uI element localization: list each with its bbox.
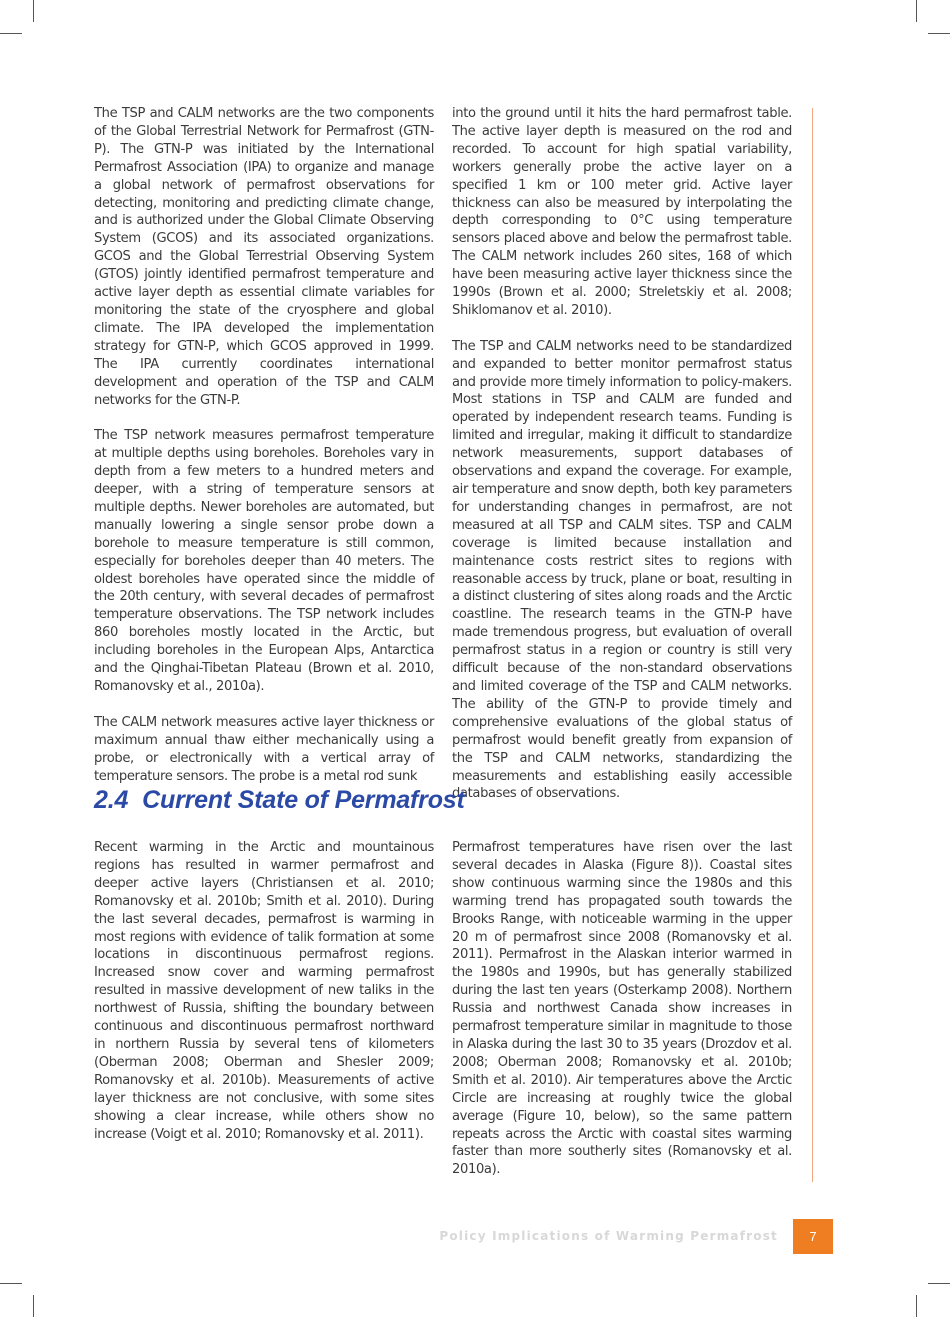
section-title: Current State of Permafrost [142,786,465,814]
crop-mark-bottom-right-h [928,1283,950,1284]
section-number: 2.4 [94,786,129,814]
footer-publication-title: Policy Implications of Warming Permafrost [439,1229,778,1243]
paragraph-alaska-temperatures: Permafrost temperatures have risen over the last several decades in Alaska (Figure 8)). Coastal sites show continuous warming since the 1980s and this warming trend has propagated south towards the Brooks Range, with noticeable warming in the upper 20 m of permafrost since 2008 (Romanovsky et al. 2011). Permafrost in the Alaskan interior warmed in the 1980s and 1990s, but has generally stabilized during the last ten years (Osterkamp 2008). Northern Russia and northwest Canada show increases in permafrost temperature similar in magnitude to those in Alaska during the last 30 to 35 years (Drozdov et al. 2008; Oberman 2008; Romanovsky et al. 2010b; Smith et al. 2010). Air temperatures above the Arctic Circle are increasing at roughly twice the global average (Figure 10, below), so the same pattern repeats across the Arctic with coastal sites warming faster than more southerly sites (Romanovsky et al. 2010a). [452,840,792,1178]
paragraph-gtn-p: The TSP and CALM networks are the two components of the Global Terrestrial Network for Permafrost (GTN-P). The GTN-P was initiated by the International Permafrost Association (IPA) to organize and manage a global network of permafrost observations for detecting, monitoring and predicting climate change, and is authorized under the Global Climate Observing System (GCOS) and its associated organizations. GCOS and the Global Terrestrial Observing System (GTOS) jointly identified permafrost temperature and active layer depth as essential climate variables for monitoring the state of the cryosphere and global climate. The IPA developed the implementation strategy for GTN-P, which GCOS approved in 1999. The IPA currently coordinates international development and operation of the TSP and CALM networks for the GTN-P. [94,106,434,408]
crop-mark-bottom-left [33,1295,34,1317]
paragraph-tsp-network: The TSP network measures permafrost temperature at multiple depths using boreholes. Boreholes vary in depth from a few meters to a hundred meters and deeper, with a string of temperature sensors at multiple depths. Newer boreholes are automated, but manually lowering a single sensor probe down a borehole to measure temperature is still common, especially for boreholes deeper than 40 meters. The oldest boreholes have operated since the middle of the 20th century, with several decades of permafrost temperature observations. The TSP network includes 860 boreholes mostly located in the Arctic, but including boreholes in the European Alps, Antarctica and the Qinghai-Tibetan Plateau (Brown et al. 2010, Romanovsky et al., 2010a). [94,428,434,694]
paragraph-standardization: The TSP and CALM networks need to be standardized and expanded to better monitor permafrost status and provide more timely information to policy-makers. Most stations in TSP and CALM are funded and operated by independent research teams. Funding is limited and irregular, making it difficult to standardize network measurements, support databases of observations and expand the coverage. For example, air temperature and snow depth, both key parameters for understanding changes in permafrost, are not measured at all TSP and CALM sites. TSP and CALM coverage is limited because installation and maintenance costs restrict sites to regions with reasonable access by truck, plane or boat, resulting in a distinct clustering of sites along roads and the Arctic coastline. The research teams in the GTN-P have made tremendous progress, but evaluation of overall permafrost status in a region or country is still very difficult because of the non-standard observations and limited coverage of the TSP and CALM networks. The ability of the GTN-P to provide timely and comprehensive evaluations of the global status of permafrost would benefit greatly from expansion of the TSP and CALM networks, standardizing the measurements and establishing easily accessible databases of observations. [452,338,793,802]
crop-mark-top-left-h [0,33,22,34]
crop-mark-top-left [33,0,34,22]
crop-mark-bottom-right [916,1295,917,1317]
crop-mark-bottom-left-h [0,1283,22,1284]
bottom-right-column [452,839,792,1179]
crop-mark-top-right-h [928,33,950,34]
crop-mark-top-right [916,0,917,22]
paragraph-calm-network: The CALM network measures active layer thickness or maximum annual thaw either mechanically using a probe, or electronically with a vertical array of temperature sensors. The probe is a metal rod sunk [94,714,434,784]
section-heading [94,786,465,815]
paragraph-recent-warming: Recent warming in the Arctic and mountainous regions has resulted in warmer permafrost and deeper active layers (Christiansen et al. 2010; Romanovsky et al. 2010b; Smith et al. 2010). During the last several decades, permafrost is warming in most regions with evidence of talik formation at some locations in discontinuous permafrost regions. Increased snow cover and warming permafrost resulted in massive development of new taliks in the northwest of Russia, shifting the boundary between continuous and discontinuous permafrost northward in northern Russia by several tens of kilometers (Oberman 2008; Oberman and Shesler 2009; Romanovsky et al. 2010b). Measurements of active layer thickness are not conclusive, with some sites showing a clear increase, while others show no increase (Voigt et al. 2010; Romanovsky et al. 2011). [94,840,434,1142]
paragraph-calm-probe: into the ground until it hits the hard permafrost table. The active layer depth is measured on the rod and recorded. To account for high spatial variability, workers generally probe the active layer on a specified 1 km or 100 meter grid. Active layer thickness can also be measured by interpolating the depth corresponding to 0°C using temperature sensors placed above and below the permafrost table. The CALM network includes 260 sites, 168 of which have been measuring active layer thickness since the 1990s (Brown et al. 2000; Streletskiy et al. 2008; Shiklomanov et al. 2010). [452,106,792,318]
bottom-left-column [94,839,434,1143]
margin-rule [812,108,813,1182]
top-left-column [94,105,434,785]
top-right-column [452,105,792,803]
page-number-badge [793,1219,833,1254]
page-number: 7 [809,1229,817,1244]
